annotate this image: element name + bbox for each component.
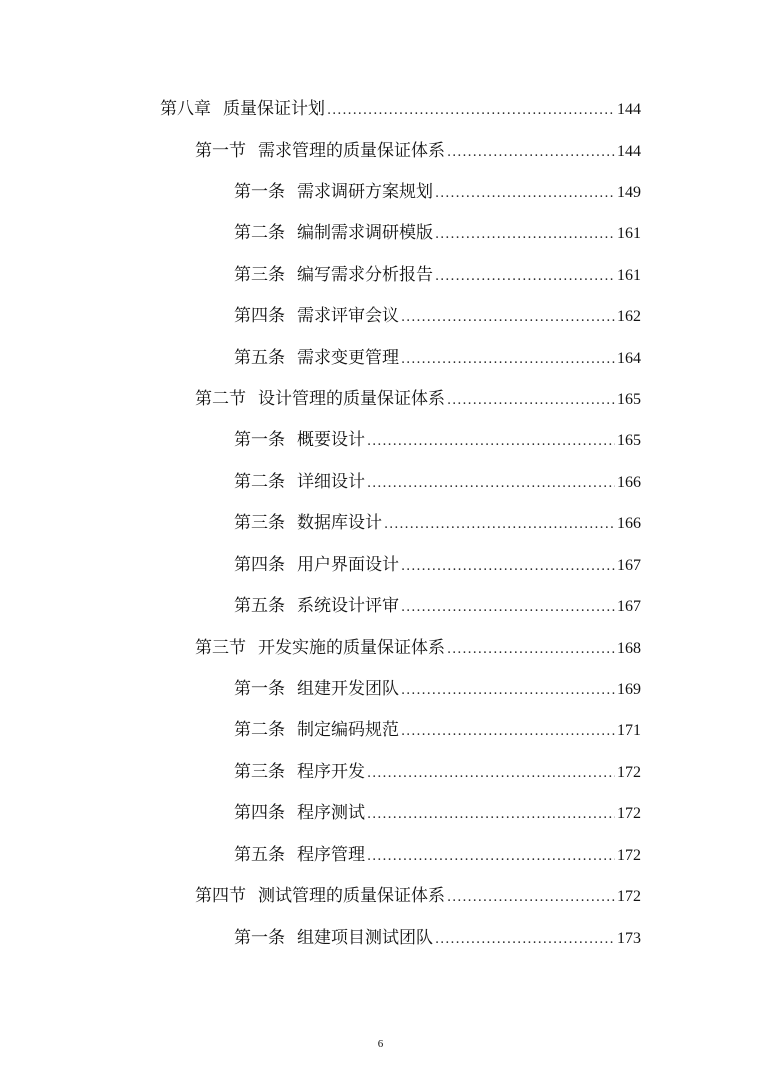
toc-leader-dots	[367, 837, 615, 877]
toc-entry-title: 程序开发	[297, 762, 365, 782]
toc-entry-page: 164	[617, 350, 641, 367]
toc-entry-title: 测试管理的质量保证体系	[258, 886, 445, 906]
toc-entry-label: 第二条	[234, 720, 285, 740]
toc-leader-dots	[367, 464, 615, 504]
toc-entry[interactable]	[234, 503, 641, 543]
toc-entry-label: 第五条	[234, 845, 285, 865]
toc-leader-dots	[327, 91, 615, 131]
toc-entry-page: 171	[617, 722, 641, 739]
toc-entry-label: 第五条	[234, 596, 285, 616]
toc-entry[interactable]	[195, 876, 641, 916]
toc-entry-title: 数据库设计	[297, 513, 382, 533]
toc-entry-title: 组建开发团队	[297, 679, 399, 699]
toc-entry-label: 第一条	[234, 430, 285, 450]
toc-leader-dots	[435, 257, 615, 297]
toc-entry-page: 172	[617, 888, 641, 905]
toc-entry-title: 详细设计	[297, 472, 365, 492]
toc-entry[interactable]	[160, 89, 641, 129]
toc-entry-page: 165	[617, 391, 641, 408]
toc-leader-dots	[435, 215, 615, 255]
toc-leader-dots	[401, 671, 615, 711]
toc-entry-label: 第三节	[195, 638, 246, 658]
toc-entry[interactable]	[195, 131, 641, 171]
toc-leader-dots	[447, 133, 615, 173]
toc-entry-page: 166	[617, 474, 641, 491]
toc-entry-label: 第三条	[234, 513, 285, 533]
toc-entry-page: 167	[617, 557, 641, 574]
toc-entry-title: 开发实施的质量保证体系	[258, 638, 445, 658]
toc-leader-dots	[384, 505, 615, 545]
toc-entry-title: 需求评审会议	[297, 306, 399, 326]
toc-entry-title: 需求变更管理	[297, 348, 399, 368]
toc-entry[interactable]	[195, 628, 641, 668]
toc-entry-label: 第八章	[160, 99, 211, 119]
toc-leader-dots	[401, 712, 615, 752]
toc-leader-dots	[367, 422, 615, 462]
toc-entry-title: 需求调研方案规划	[297, 182, 433, 202]
toc-entry-label: 第一节	[195, 141, 246, 161]
toc-entry[interactable]	[234, 586, 641, 626]
toc-entry[interactable]	[234, 338, 641, 378]
toc-entry-label: 第五条	[234, 348, 285, 368]
toc-leader-dots	[401, 340, 615, 380]
toc-entry-page: 161	[617, 225, 641, 242]
toc-entry-page: 144	[617, 143, 641, 160]
toc-entry-page: 172	[617, 805, 641, 822]
toc-entry-title: 编制需求调研模版	[297, 223, 433, 243]
toc-leader-dots	[447, 630, 615, 670]
toc-entry-label: 第二节	[195, 389, 246, 409]
toc-entry-title: 制定编码规范	[297, 720, 399, 740]
toc-leader-dots	[447, 878, 615, 918]
toc-entry-label: 第四条	[234, 803, 285, 823]
toc-entry-page: 149	[617, 184, 641, 201]
toc-entry-label: 第一条	[234, 182, 285, 202]
toc-entry-label: 第一条	[234, 679, 285, 699]
toc-entry-page: 162	[617, 308, 641, 325]
toc-entry-page: 169	[617, 681, 641, 698]
toc-entry-title: 设计管理的质量保证体系	[258, 389, 445, 409]
toc-entry-page: 172	[617, 764, 641, 781]
toc-entry-page: 144	[617, 101, 641, 118]
toc-entry-page: 165	[617, 432, 641, 449]
toc-entry[interactable]	[234, 296, 641, 336]
toc-entry-page: 166	[617, 515, 641, 532]
toc-entry-title: 需求管理的质量保证体系	[258, 141, 445, 161]
toc-entry[interactable]	[234, 545, 641, 585]
toc-entry-title: 质量保证计划	[223, 99, 325, 119]
toc-leader-dots	[401, 547, 615, 587]
toc-entry-title: 系统设计评审	[297, 596, 399, 616]
toc-entry[interactable]	[234, 669, 641, 709]
toc-entry-page: 161	[617, 267, 641, 284]
page-number: 6	[377, 1038, 384, 1050]
toc-entry-label: 第一条	[234, 928, 285, 948]
toc-entry[interactable]	[234, 793, 641, 833]
toc-entry-label: 第四节	[195, 886, 246, 906]
toc-entry-label: 第二条	[234, 472, 285, 492]
toc-leader-dots	[435, 174, 615, 214]
toc-entry[interactable]	[234, 462, 641, 502]
toc-leader-dots	[447, 381, 615, 421]
toc-entry-title: 程序管理	[297, 845, 365, 865]
toc-entry[interactable]	[234, 172, 641, 212]
toc-entry-title: 概要设计	[297, 430, 365, 450]
toc-entry-label: 第四条	[234, 306, 285, 326]
toc-entry[interactable]	[195, 379, 641, 419]
toc-entry-title: 组建项目测试团队	[297, 928, 433, 948]
toc-entry-page: 167	[617, 598, 641, 615]
toc-leader-dots	[435, 920, 615, 960]
toc-leader-dots	[367, 754, 615, 794]
toc-entry-label: 第二条	[234, 223, 285, 243]
toc-entry[interactable]	[234, 835, 641, 875]
toc-entry[interactable]	[234, 213, 641, 253]
toc-entry-label: 第四条	[234, 555, 285, 575]
toc-leader-dots	[367, 795, 615, 835]
toc-entry-label: 第三条	[234, 265, 285, 285]
toc-entry-page: 172	[617, 847, 641, 864]
toc-leader-dots	[401, 588, 615, 628]
toc-entry-page: 168	[617, 640, 641, 657]
toc-entry[interactable]	[234, 255, 641, 295]
toc-entry-title: 编写需求分析报告	[297, 265, 433, 285]
toc-entry[interactable]	[234, 710, 641, 750]
toc-entry[interactable]	[234, 918, 641, 958]
toc-entry-page: 173	[617, 930, 641, 947]
toc-entry[interactable]	[234, 420, 641, 460]
toc-leader-dots	[401, 298, 615, 338]
toc-entry-title: 程序测试	[297, 803, 365, 823]
toc-entry-title: 用户界面设计	[297, 555, 399, 575]
toc-entry-label: 第三条	[234, 762, 285, 782]
toc-entry[interactable]	[234, 752, 641, 792]
